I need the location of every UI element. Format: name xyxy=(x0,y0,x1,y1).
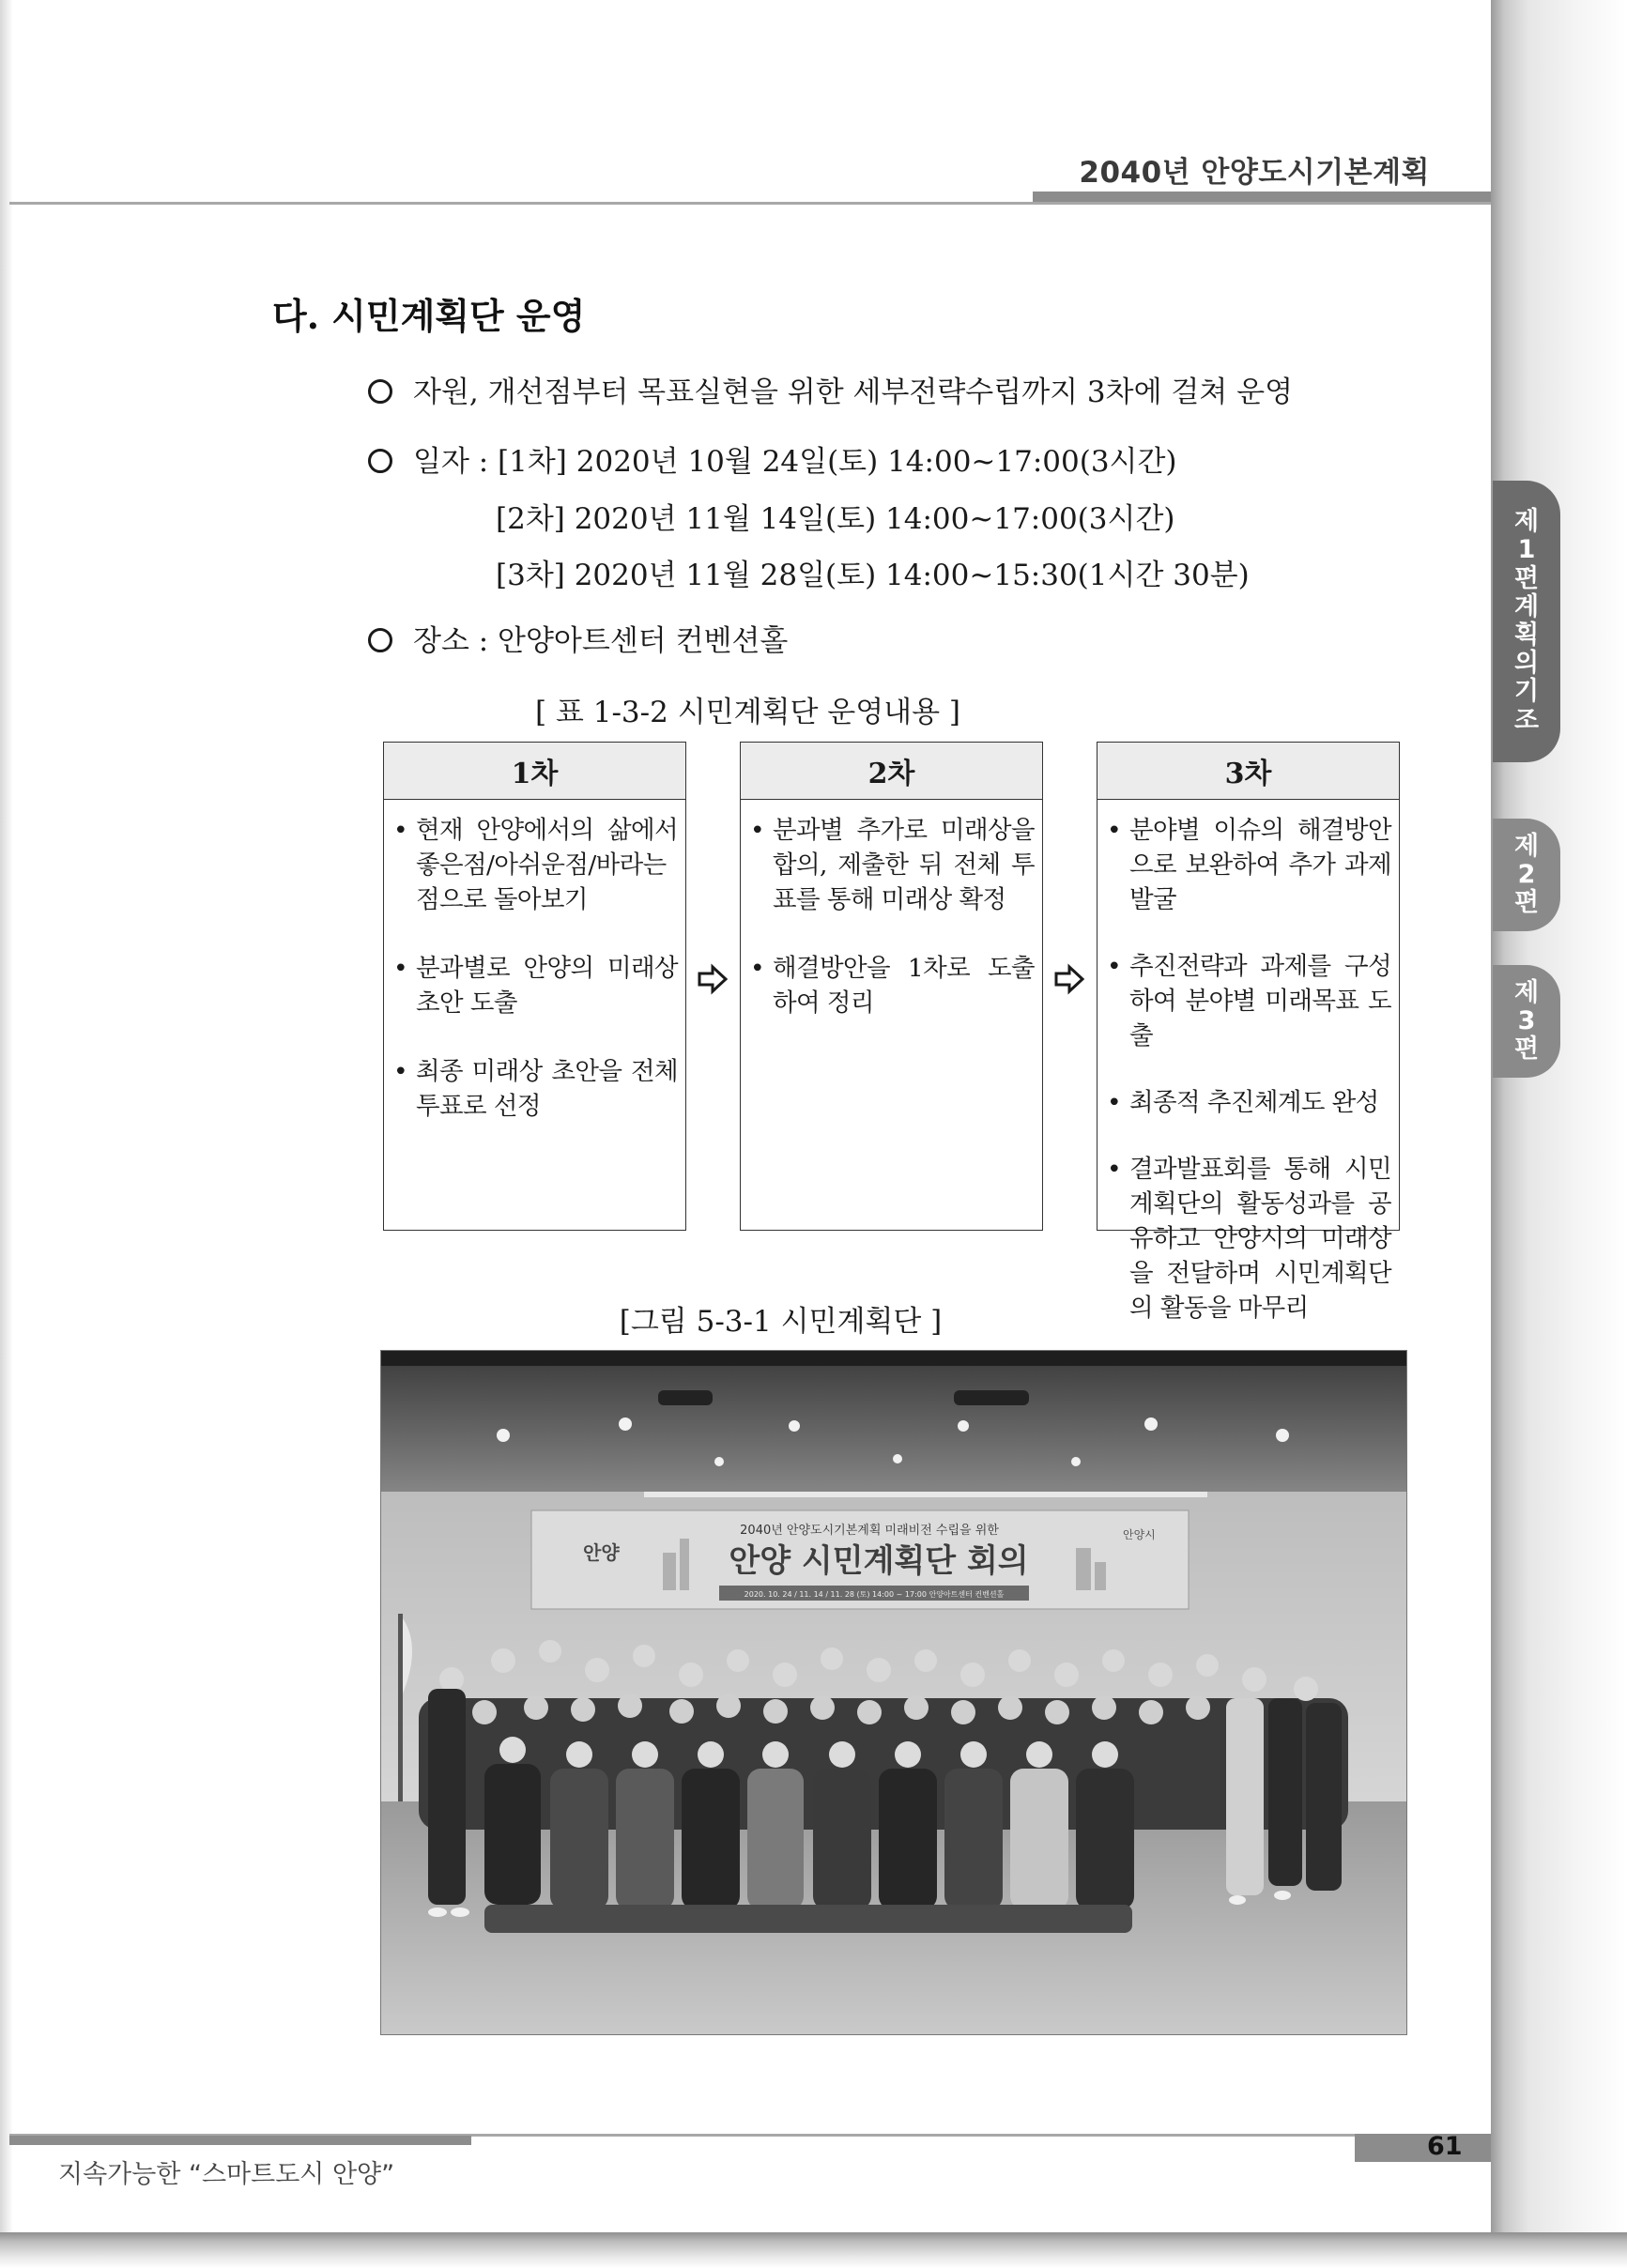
schedule-round-1: [1차] 2020년 10월 24일(토) 14:00~17:00(3시간) xyxy=(498,445,1177,479)
process-item: • 최종 미래상 초안을 전체 투표로 선정 xyxy=(391,1054,678,1124)
process-item: • 현재 안양에서의 삶에서 좋은점/아쉬운점/바라는 점으로 돌아보기 xyxy=(391,813,678,917)
schedule-label: 일자 : xyxy=(413,445,499,479)
side-tab-char: 계 xyxy=(1513,591,1540,621)
table-caption-text: [ 표 1-3-2 시민계획단 운영내용 ] xyxy=(534,696,961,729)
bullet-operation-summary xyxy=(368,368,1293,410)
figure-caption-text: [그림 5-3-1 시민계획단 ] xyxy=(619,1305,943,1339)
process-box-title: 1차 xyxy=(384,743,685,800)
bullet-venue xyxy=(368,617,788,659)
banner-title: 안양 시민계획단 회의 xyxy=(729,1542,1029,1580)
banner-logo-right: 안양시 xyxy=(1123,1528,1156,1541)
header-rule xyxy=(9,202,1491,205)
side-tab-part-2[interactable] xyxy=(1493,819,1560,931)
hollow-circle-bullet-icon xyxy=(368,449,392,473)
footer-rule-accent xyxy=(9,2136,471,2145)
process-box-round-3 xyxy=(1097,742,1400,1323)
page-edge-shadow-bottom xyxy=(0,2232,1627,2268)
side-tab-char: 의 xyxy=(1513,649,1540,679)
side-tab-char: 조 xyxy=(1513,705,1540,735)
side-tab-char: 편 xyxy=(1513,888,1540,918)
process-item: • 분과별로 안양의 미래상 초안 도출 xyxy=(391,951,678,1020)
bullet-schedule xyxy=(368,437,1177,480)
hollow-right-arrow-icon xyxy=(1053,963,1085,995)
banner-date-line: 2020. 10. 24 / 11. 14 / 11. 28 (토) 14:00 ~ 17:00 안양아트센터 컨벤션홀 xyxy=(744,1590,1005,1599)
side-tab-char: 편 xyxy=(1513,563,1540,593)
running-header-title: 2040년 안양도시기본계획 xyxy=(1079,156,1430,190)
side-tab-char: 2 xyxy=(1517,859,1536,889)
process-item: • 분야별 이슈의 해결방안으로 보완하여 추가 과제 발굴 xyxy=(1105,813,1391,917)
side-tab-char: 편 xyxy=(1513,1034,1540,1065)
process-item: • 해결방안을 1차로 도출하여 정리 xyxy=(748,951,1035,1020)
process-box-round-1 xyxy=(383,742,686,1231)
page-edge-shadow-right xyxy=(1491,0,1627,2268)
hollow-circle-bullet-icon xyxy=(368,379,392,404)
process-item: • 추진전략과 과제를 구성하여 분야별 미래목표 도출 xyxy=(1105,949,1391,1053)
schedule-round-3: [3차] 2020년 11월 28일(토) 14:00~15:30(1시간 30분) xyxy=(496,559,1250,592)
process-box-title: 2차 xyxy=(741,743,1042,800)
banner-logo-left: 안양 xyxy=(583,1541,620,1564)
bullet-text: 자원, 개선점부터 목표실현을 위한 세부전략수립까지 3차에 걸쳐 운영 xyxy=(413,375,1294,409)
group-photo xyxy=(380,1350,1407,2035)
side-tab-char: 1 xyxy=(1517,535,1536,565)
side-tab-char: 3 xyxy=(1517,1005,1536,1035)
side-tab-char: 제 xyxy=(1513,977,1540,1007)
side-tab-char: 획 xyxy=(1513,621,1540,650)
page-edge-shadow-left xyxy=(0,0,13,2234)
schedule-round-2: [2차] 2020년 11월 14일(토) 14:00~17:00(3시간) xyxy=(496,502,1175,536)
process-box-round-2 xyxy=(740,742,1043,1231)
process-item: • 분과별 추가로 미래상을 합의, 제출한 뒤 전체 투표를 통해 미래상 확정 xyxy=(748,813,1035,917)
process-item: • 최종적 추진체계도 완성 xyxy=(1105,1085,1391,1120)
table-caption xyxy=(0,688,1627,730)
side-tab-char: 제 xyxy=(1513,831,1540,861)
group-photo-illustration xyxy=(381,1351,1406,2034)
side-tab-char: 제 xyxy=(1513,507,1540,537)
venue-text: 장소 : 안양아트센터 컨벤션홀 xyxy=(413,624,789,658)
page-number-box xyxy=(1355,2134,1491,2162)
hollow-right-arrow-icon xyxy=(697,963,729,995)
process-item: • 결과발표회를 통해 시민계획단의 활동성과를 공유하고 안양시의 미래상을 전달하며 시민계획단의 활동을 마무리 xyxy=(1105,1152,1391,1326)
hollow-circle-bullet-icon xyxy=(368,628,392,652)
figure-caption xyxy=(0,1297,1627,1340)
banner-subtitle: 2040년 안양도시기본계획 미래비전 수립을 위한 xyxy=(740,1524,999,1538)
side-tab-part-3[interactable] xyxy=(1493,965,1560,1078)
page-number: 61 xyxy=(1427,2132,1463,2161)
section-heading: 다. 시민계획단 운영 xyxy=(272,295,586,337)
process-box-title: 3차 xyxy=(1097,743,1399,800)
side-tab-char: 기 xyxy=(1513,677,1540,707)
footer-slogan: 지속가능한 “스마트도시 안양” xyxy=(58,2160,395,2189)
